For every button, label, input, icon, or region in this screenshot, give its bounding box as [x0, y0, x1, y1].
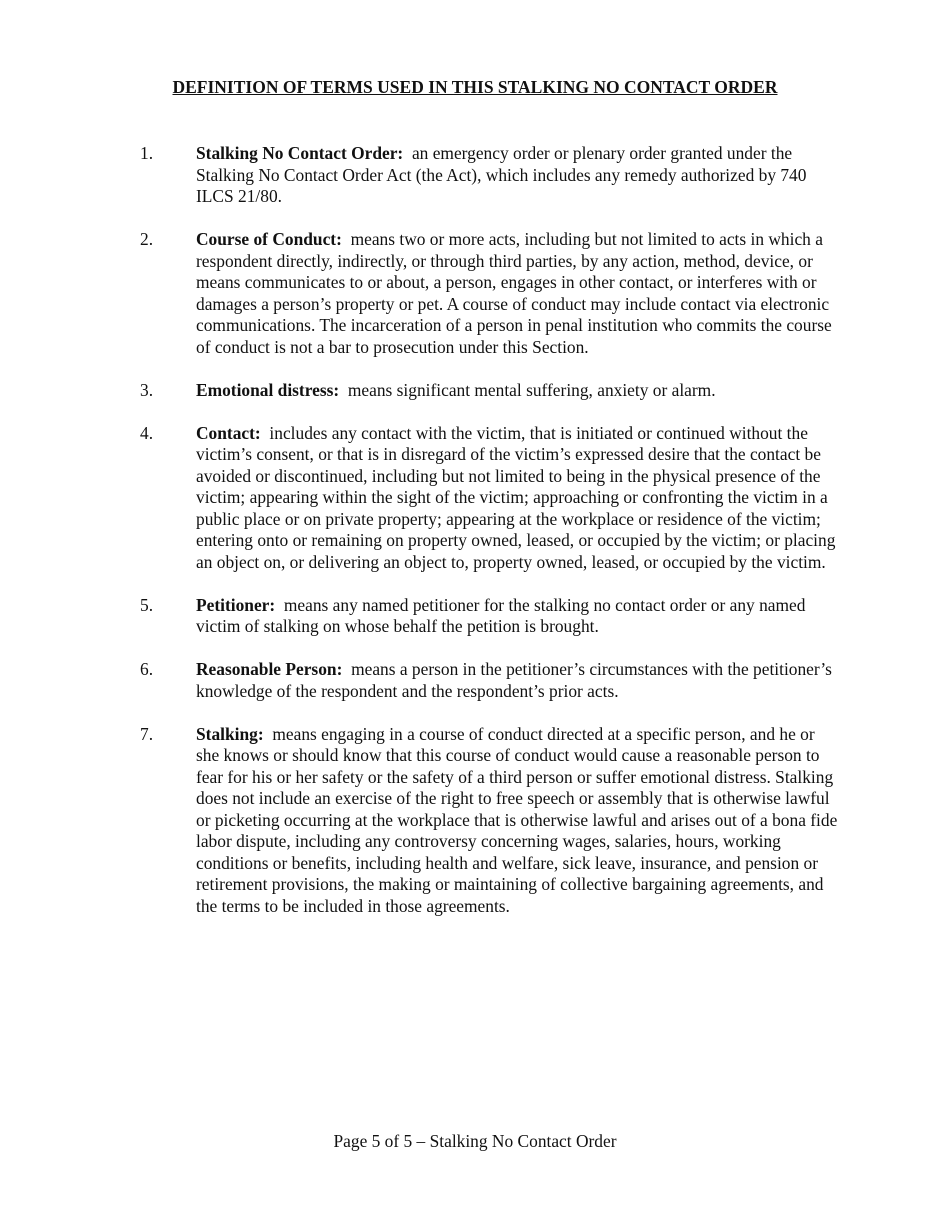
- page-title: DEFINITION OF TERMS USED IN THIS STALKING NO CONTACT ORDER: [172, 77, 778, 97]
- definition-item: [140, 724, 842, 918]
- definition-term: Emotional distress:: [196, 379, 340, 400]
- definition-text: means two or more acts, including but not limited to acts in which a respondent directly, indirectly, or through third parties, by any action, method, device, or means communicates to or about, a person, engages in other contact, or interferes with or damages a person’s property or pet. A course of conduct may include contact via electronic communications. The incarceration of a person in penal institution who commits the course of conduct is not a bar to prosecution under this Section.: [196, 229, 832, 357]
- definition-item: [140, 229, 842, 358]
- definition-body: [196, 143, 842, 208]
- item-number: 1.: [140, 143, 154, 163]
- definition-item: [140, 380, 842, 402]
- definition-text: means engaging in a course of conduct directed at a specific person, and he or she knows or should know that this course of conduct would cause a reasonable person to fear for his or her safety or the safety of a third person or suffer emotional distress. Stalking does not include an exercise of the right to free speech or assembly that is otherwise lawful or picketing occurring at the workplace that is otherwise lawful and arises out of a bona fide labor dispute, including any controversy concerning wages, salaries, hours, working conditions or benefits, including health and welfare, sick leave, insurance, and pension or retirement provisions, the making or maintaining of collective bargaining agreements, and the terms to be included in those agreements.: [196, 723, 838, 916]
- item-number: 2.: [140, 229, 154, 249]
- definition-text: means a person in the petitioner’s circumstances with the petitioner’s knowledge of the respondent and the respondent’s prior acts.: [196, 659, 832, 701]
- definition-item: [140, 423, 842, 574]
- definition-term: Reasonable Person:: [196, 659, 343, 679]
- definition-body: [196, 724, 842, 918]
- definition-body: [196, 229, 842, 358]
- definition-body: [196, 380, 842, 402]
- item-number: 4.: [140, 422, 154, 443]
- definition-term: Course of Conduct:: [196, 229, 342, 249]
- definition-item: [140, 659, 842, 702]
- definition-term: Stalking No Contact Order:: [196, 143, 404, 163]
- definition-term: Stalking:: [196, 723, 264, 744]
- definition-term: Petitioner:: [196, 594, 276, 615]
- definition-text: includes any contact with the victim, that is initiated or continued without the victim’s consent, or that is in disregard of the victim’s expressed desire that the contact be avoided or discontinued, including but not limited to being in the physical presence of the victim; appearing within the sight of the victim; approaching or confronting the victim in a public place or on private property; appearing at the workplace or residence of the victim; entering onto or remaining on property owned, leased, or occupied by the victim; or placing an object on, or delivering an object to, property owned, leased, or occupied by the victim.: [196, 422, 836, 572]
- item-number: 6.: [140, 659, 154, 679]
- item-number: 5.: [140, 594, 154, 615]
- definition-item: [140, 143, 842, 208]
- definition-term: Contact:: [196, 422, 261, 443]
- definition-body: [196, 595, 842, 638]
- definition-item: [140, 595, 842, 638]
- definition-body: [196, 659, 842, 702]
- definition-text: an emergency order or plenary order granted under the Stalking No Contact Order Act (the Act), which includes any remedy authorized by 740 ILCS 21/80.: [196, 143, 807, 206]
- item-number: 3.: [140, 379, 154, 400]
- item-number: 7.: [140, 723, 154, 744]
- definition-body: [196, 423, 842, 574]
- page-footer: Page 5 of 5 – Stalking No Contact Order: [333, 1131, 617, 1151]
- definition-text: means significant mental suffering, anxiety or alarm.: [347, 379, 716, 400]
- definition-text: means any named petitioner for the stalking no contact order or any named victim of stalking on whose behalf the petition is brought.: [196, 594, 806, 636]
- definitions-list: [140, 143, 842, 939]
